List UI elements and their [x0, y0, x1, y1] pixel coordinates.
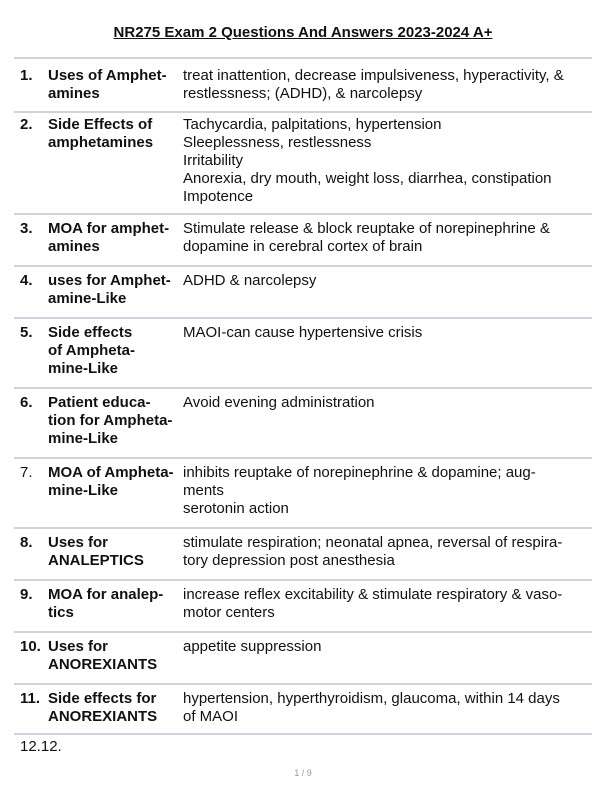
item-term: Uses for ANOREXIANTS — [48, 638, 158, 673]
document-title: NR275 Exam 2 Questions And Answers 2023-2024 A+ — [113, 24, 493, 41]
item-answer: treat inattention, decrease impulsiveness, hyperactivity, & restlessness; (ADHD), & narcolepsy — [183, 67, 564, 102]
item-term: Side effects for ANOREXIANTS — [48, 690, 158, 725]
item-answer: Tachycardia, palpitations, hypertension Sleeplessness, restlessness Irritability Anorexia, dry mouth, weight loss, diarrhea, constipation Impotence — [183, 116, 552, 205]
page-number: 1 / 9 — [294, 768, 312, 778]
item-term: Side Effects of amphetamines — [48, 116, 154, 151]
item-number: 5. — [20, 324, 33, 341]
item-answer: ADHD & narcolepsy — [183, 272, 317, 289]
item-number: 9. — [20, 586, 33, 603]
qa-item — [14, 631, 592, 685]
qa-item — [14, 317, 592, 389]
item-term: MOA for amphet- amines — [48, 220, 170, 255]
qa-item — [14, 265, 592, 319]
qa-item — [14, 683, 592, 735]
trailing-text: 12.12. — [20, 738, 62, 755]
item-number: 2. — [20, 116, 33, 133]
item-answer: increase reflex excitability & stimulate respiratory & vaso- motor centers — [183, 586, 563, 621]
item-number: 3. — [20, 220, 33, 237]
item-term: uses for Amphet- amine-Like — [48, 272, 171, 307]
item-term: Uses for ANALEPTICS — [48, 534, 144, 569]
item-term: MOA of Ampheta- mine-Like — [48, 464, 174, 499]
qa-item — [14, 213, 592, 267]
qa-item — [14, 527, 592, 581]
item-term: Uses of Amphet- amines — [48, 67, 167, 102]
item-answer: stimulate respiration; neonatal apnea, reversal of respira- tory depression post anesthesia — [183, 534, 563, 569]
qa-item — [14, 387, 592, 459]
qa-item — [14, 57, 592, 113]
item-answer: Avoid evening administration — [183, 394, 375, 411]
item-answer: Stimulate release & block reuptake of norepinephrine & dopamine in cerebral cortex of brain — [183, 220, 550, 255]
item-number: 11. — [20, 690, 41, 707]
item-term: MOA for analep- tics — [48, 586, 164, 621]
qa-item — [14, 579, 592, 633]
qa-item — [14, 457, 592, 529]
item-number: 6. — [20, 394, 33, 411]
qa-item — [14, 109, 592, 215]
item-number: 8. — [20, 534, 33, 551]
item-answer: hypertension, hyperthyroidism, glaucoma, within 14 days of MAOI — [183, 690, 560, 725]
item-answer: inhibits reuptake of norepinephrine & dopamine; aug- ments serotonin action — [183, 464, 536, 517]
item-number: 10. — [20, 638, 41, 655]
item-number: 1. — [20, 67, 33, 84]
item-answer: MAOI-can cause hypertensive crisis — [183, 324, 423, 341]
item-answer: appetite suppression — [183, 638, 322, 655]
item-number: 7. — [20, 464, 33, 481]
item-term: Patient educa- tion for Ampheta- mine-Like — [48, 394, 173, 447]
item-term: Side effects of Ampheta- mine-Like — [48, 324, 135, 377]
item-number: 4. — [20, 272, 33, 289]
